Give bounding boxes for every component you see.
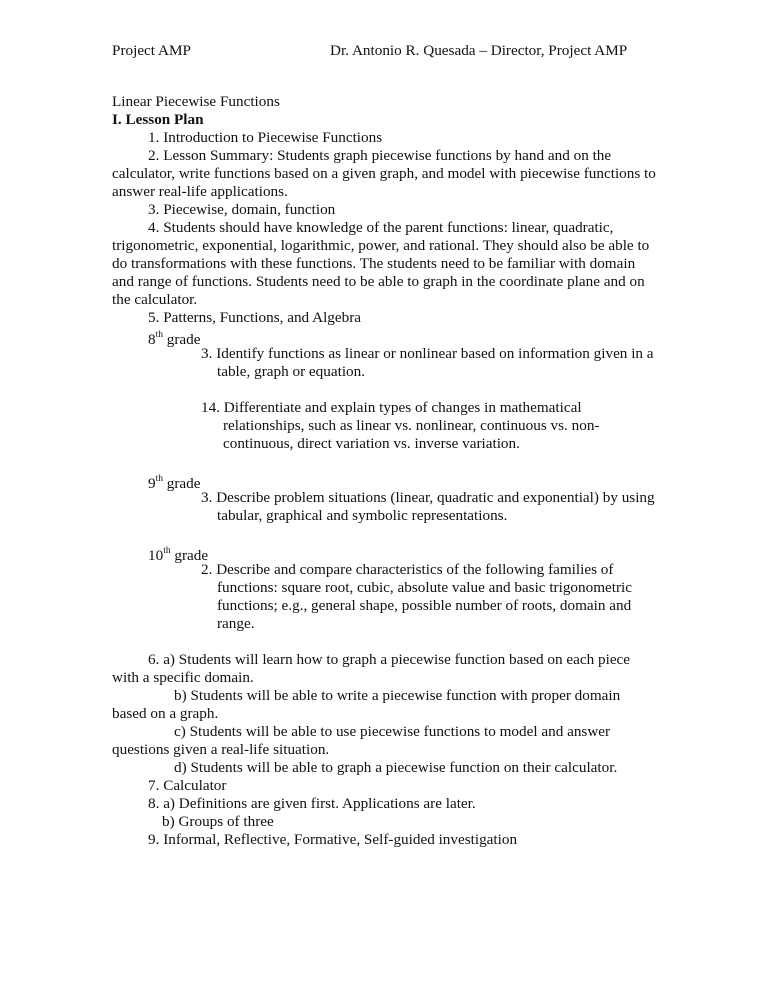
grade-8-ordinal: th	[155, 330, 163, 340]
item-9: 9. Informal, Reflective, Formative, Self-guided investigation	[148, 831, 518, 848]
grade-9-standard-3-line-2: tabular, graphical and symbolic representations.	[217, 507, 508, 524]
item-5: 5. Patterns, Functions, and Algebra	[148, 309, 362, 326]
grade-10-standard-2-line-2: functions: square root, cubic, absolute value and basic trigonometric	[217, 579, 633, 596]
grade-8-standard-14-line-1: 14. Differentiate and explain types of changes in mathematical	[201, 399, 582, 416]
grade-9-heading	[148, 471, 201, 493]
item-6d: d) Students will be able to graph a piecewise function on their calculator.	[174, 759, 618, 776]
item-4-line-3: do transformations with these functions. The students need to be familiar with domain	[112, 255, 636, 272]
item-4-line-2: trigonometric, exponential, logarithmic, power, and rational. They should also be able to	[112, 237, 650, 254]
item-4-line-4: and range of functions. Students need to be able to graph in the coordinate plane and on	[112, 273, 645, 290]
grade-10-ordinal: th	[163, 546, 171, 556]
grade-8-word: grade	[162, 331, 201, 349]
item-6b-line-1: b) Students will be able to write a piecewise function with proper domain	[174, 687, 621, 704]
item-8b: b) Groups of three	[162, 813, 274, 830]
item-8a: 8. a) Definitions are given first. Applications are later.	[148, 795, 476, 812]
grade-8-heading	[148, 327, 201, 349]
grade-10-word: grade	[170, 547, 209, 565]
grade-10-standard-2-line-1: 2. Describe and compare characteristics of the following families of	[201, 561, 614, 578]
section-heading: I. Lesson Plan	[112, 111, 204, 128]
grade-9-number: 9	[148, 475, 156, 493]
grade-8-standard-3-line-1: 3. Identify functions as linear or nonlinear based on information given in a	[201, 345, 654, 362]
grade-8-standard-14-line-2: relationships, such as linear vs. nonlinear, continuous vs. non-	[223, 417, 600, 434]
grade-10-standard-2-line-3: functions; e.g., general shape, possible number of roots, domain and	[217, 597, 632, 614]
header-left: Project AMP	[112, 42, 191, 59]
grade-9-standard-3-line-1: 3. Describe problem situations (linear, quadratic and exponential) by using	[201, 489, 655, 506]
item-4-line-1: 4. Students should have knowledge of the parent functions: linear, quadratic,	[148, 219, 614, 236]
item-2-line-2: calculator, write functions based on a given graph, and model with piecewise functions to	[112, 165, 656, 182]
grade-8-standard-14-line-3: continuous, direct variation vs. inverse variation.	[223, 435, 520, 452]
item-3: 3. Piecewise, domain, function	[148, 201, 336, 218]
grade-8-standard-3-line-2: table, graph or equation.	[217, 363, 366, 380]
grade-10-standard-2-line-4: range.	[217, 615, 255, 632]
item-6a-line-1: 6. a) Students will learn how to graph a piecewise function based on each piece	[148, 651, 631, 668]
item-4-line-5: the calculator.	[112, 291, 198, 308]
item-2-line-1: 2. Lesson Summary: Students graph piecewise functions by hand and on the	[148, 147, 612, 164]
grade-9-ordinal: th	[155, 474, 163, 484]
item-6c-line-1: c) Students will be able to use piecewise functions to model and answer	[174, 723, 611, 740]
item-2-line-3: answer real-life applications.	[112, 183, 288, 200]
item-7: 7. Calculator	[148, 777, 227, 794]
item-6c-line-2: questions given a real-life situation.	[112, 741, 330, 758]
header-right: Dr. Antonio R. Quesada – Director, Project AMP	[330, 42, 628, 59]
grade-10-number: 10	[148, 547, 164, 565]
grade-8-number: 8	[148, 331, 156, 349]
item-6b-line-2: based on a graph.	[112, 705, 219, 722]
grade-10-heading	[148, 543, 208, 565]
document-title: Linear Piecewise Functions	[112, 93, 280, 110]
item-6a-line-2: with a specific domain.	[112, 669, 254, 686]
item-1: 1. Introduction to Piecewise Functions	[148, 129, 383, 146]
grade-9-word: grade	[162, 475, 201, 493]
